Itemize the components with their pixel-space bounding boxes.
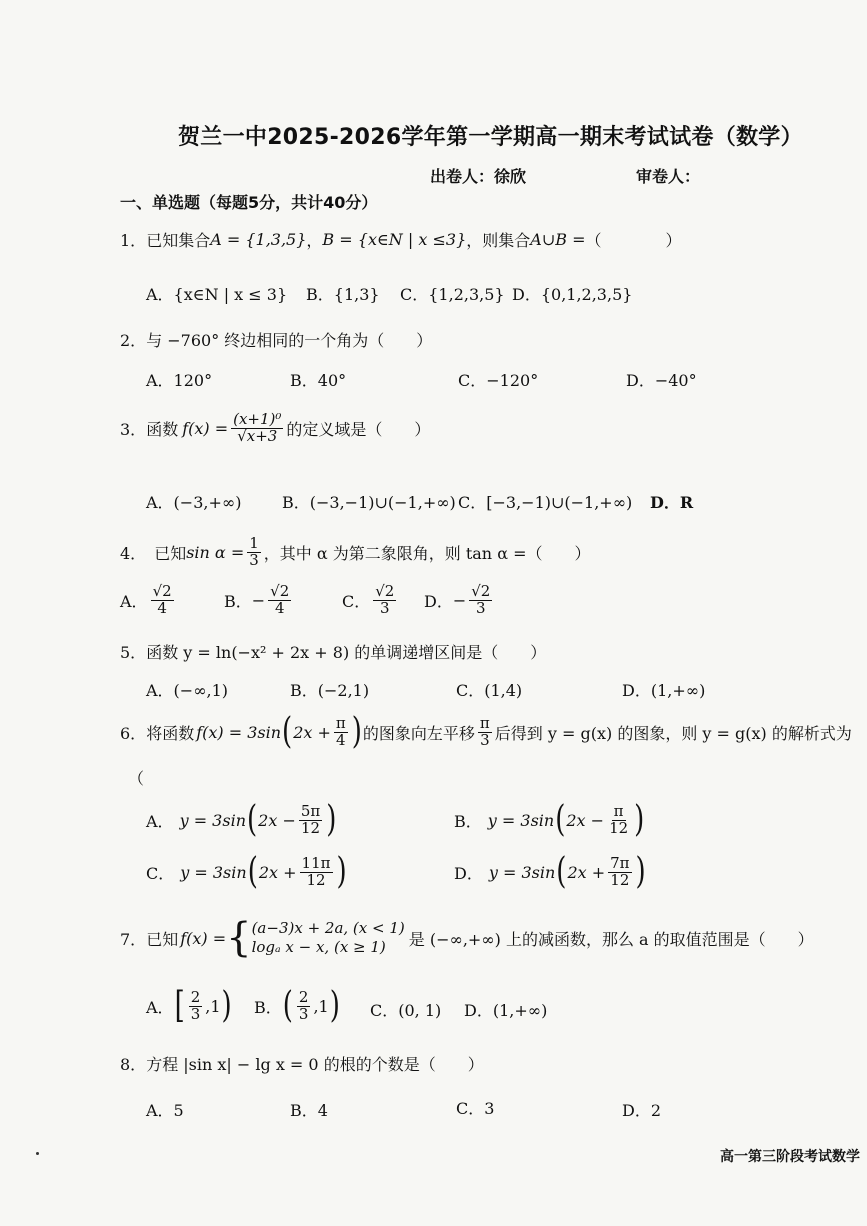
numerator: π	[613, 802, 624, 820]
question-text: 的图象向左平移	[362, 723, 475, 743]
question-6: 6． 将函数 f(x) = 3sin ( 2x + $\frac{\pi}{4}$ ) 的图象向左平移 $\frac{\pi}{3}$ 后得到 y = g(x) 的图象，则 y = g(x) 的解析式为	[120, 711, 852, 754]
fraction	[297, 990, 311, 1023]
denominator: 12	[301, 818, 321, 837]
page-footer: 高一第三阶段考试数学	[720, 1149, 860, 1165]
close-bracket: )	[221, 985, 232, 1028]
question-text: 函数	[146, 419, 179, 439]
option-prefix: y = 3sin	[180, 862, 247, 882]
option-sign: −	[452, 590, 467, 610]
numerator: √2	[152, 582, 172, 600]
option-d: D．R	[650, 493, 694, 512]
option-d: D．(1,+∞)	[464, 1001, 548, 1020]
option-prefix: y = 3sin	[179, 810, 246, 830]
function-expression: f(x) = 3sin	[196, 722, 282, 742]
question-text: ，则集合	[466, 231, 531, 250]
piece-line-1: (a−3)x + 2a, (x < 1)	[251, 918, 405, 937]
option-prefix: y = 3sin	[487, 810, 555, 830]
inner-expression: 2x −	[258, 810, 296, 830]
question-text: 后得到 y = g(x) 的图象，则 y = g(x) 的解析式为	[494, 723, 852, 743]
option-label: C．	[146, 863, 175, 883]
scan-speck	[36, 1152, 39, 1155]
set-a: A = {1,3,5}	[210, 230, 307, 249]
numerator: 2	[190, 988, 201, 1006]
question-number: 2．	[120, 331, 147, 350]
question-text: 的定义域是（ ）	[286, 419, 431, 439]
numerator: π	[335, 714, 346, 732]
question-text: 是 (−∞,+∞) 上的减函数，那么 a 的取值范围是（ ）	[408, 929, 814, 949]
question-number: 4．	[120, 543, 147, 563]
numerator: 1	[249, 534, 259, 552]
fraction	[299, 804, 322, 837]
numerator: 11π	[301, 854, 331, 872]
option-label: A．	[146, 811, 174, 831]
separator: ，	[306, 231, 323, 250]
fraction	[608, 856, 631, 889]
inner-expression: 2x +	[258, 862, 297, 882]
fraction	[189, 990, 203, 1023]
function-name: f(x) =	[180, 928, 227, 948]
question-text: 已知集合	[146, 231, 211, 250]
fraction	[151, 584, 174, 617]
fraction	[607, 804, 630, 837]
fraction	[268, 584, 291, 617]
option-d	[424, 584, 495, 617]
numerator: √2	[375, 582, 395, 600]
option-d: D．{0,1,2,3,5}	[512, 285, 633, 304]
question-number: 7．	[120, 929, 147, 949]
option-b	[254, 985, 341, 1028]
question-text: 函数 y = ln(−x² + 2x + 8) 的单调递增区间是（ ）	[146, 643, 547, 662]
option-c: C．{1,2,3,5}	[400, 285, 505, 304]
question-text: 已知	[154, 543, 187, 563]
fraction	[334, 716, 348, 749]
piece-line-2: logₐ x − x, (x ≥ 1)	[251, 938, 386, 956]
option-c: C．3	[456, 1099, 495, 1118]
question-number: 3．	[120, 419, 147, 439]
numerator: √2	[270, 582, 290, 600]
numerator: π	[479, 714, 490, 732]
reviewer-line: 审卷人：	[636, 167, 701, 186]
question-number: 5．	[120, 643, 147, 662]
open-bracket: [	[174, 985, 185, 1028]
denominator: 4	[336, 730, 346, 749]
question-4	[120, 536, 591, 569]
option-a: A．(−3,+∞)	[146, 493, 242, 512]
question-3	[120, 412, 430, 445]
piecewise-definition: { (a−3)x + 2a, (x < 1) logₐ x − x, (x ≥ 1)	[226, 915, 405, 961]
fraction	[373, 584, 396, 617]
inner-expression: 2x +	[293, 722, 331, 742]
answer-paren: （	[128, 769, 145, 788]
function-name: f(x) =	[182, 418, 229, 438]
option-b	[224, 584, 294, 617]
answer-blank: （ ）	[585, 231, 682, 250]
option-a: A． y = 3sin ( 2x − $\frac{5\pi}{12}$ )	[146, 799, 337, 842]
option-d: D．2	[622, 1101, 662, 1120]
question-text: 将函数	[146, 723, 195, 743]
option-label: C．	[342, 591, 371, 611]
denominator: 3	[249, 550, 259, 569]
fraction	[469, 584, 492, 617]
option-prefix: y = 3sin	[488, 862, 556, 882]
denominator: 3	[476, 598, 486, 617]
fraction	[247, 536, 261, 569]
option-b: B．40°	[290, 371, 347, 390]
sine-expression: sin α =	[186, 542, 245, 562]
option-a	[120, 584, 177, 617]
interval-rest: ,1	[205, 996, 221, 1016]
fraction	[478, 716, 492, 749]
option-label: D．	[454, 863, 483, 883]
option-label: A．	[146, 997, 174, 1017]
question-number: 1．	[120, 231, 147, 250]
close-bracket: )	[329, 985, 340, 1028]
set-b: B = {x∈N | x ≤3}	[322, 230, 467, 249]
denominator: 4	[157, 598, 167, 617]
option-c: C． y = 3sin ( 2x + $\frac{11\pi}{12}$ )	[146, 851, 347, 894]
question-number: 8．	[120, 1055, 147, 1074]
question-7	[120, 915, 814, 961]
option-label: B．	[254, 997, 282, 1017]
fraction	[231, 412, 283, 445]
open-bracket: (	[282, 985, 293, 1028]
question-2	[120, 328, 432, 351]
numerator: √2	[471, 582, 491, 600]
option-c: C．(0, 1)	[370, 1001, 442, 1020]
option-label: A．	[120, 591, 148, 611]
denominator: 3	[380, 598, 390, 617]
question-8	[120, 1052, 484, 1075]
option-label: B．	[224, 591, 252, 611]
expression: A∪B =	[530, 230, 586, 249]
option-c: C．(1,4)	[456, 681, 523, 700]
option-sign: −	[251, 590, 266, 610]
question-5	[120, 640, 546, 663]
option-c: C．−120°	[458, 371, 539, 390]
author-line: 出卷人：徐欣	[430, 167, 527, 186]
option-b: B．(−2,1)	[290, 681, 370, 700]
question-text: 方程 |sin x| − lg x = 0 的根的个数是（ ）	[146, 1055, 484, 1074]
denominator: 12	[306, 870, 326, 889]
option-a: A．{x∈N | x ≤ 3}	[146, 285, 288, 304]
inner-expression: 2x +	[567, 862, 606, 882]
option-d: D．−40°	[626, 371, 697, 390]
option-label: D．	[424, 591, 453, 611]
option-b: B． y = 3sin ( 2x − $\frac{\pi}{12}$ )	[454, 799, 645, 842]
fraction	[300, 856, 333, 889]
numerator: 2	[298, 988, 309, 1006]
question-text: 已知	[146, 929, 179, 949]
interval-rest: ,1	[313, 996, 329, 1016]
numerator: 7π	[610, 854, 630, 872]
denominator: 3	[298, 1004, 309, 1023]
question-number: 6．	[120, 723, 147, 743]
option-b: B．4	[290, 1101, 328, 1120]
question-1	[120, 228, 682, 251]
question-text: ，其中 α 为第二象限角，则 tan α =（ ）	[263, 543, 591, 563]
denominator: √x+3	[237, 426, 278, 445]
option-b: B．{1,3}	[306, 285, 380, 304]
exam-title: 贺兰一中2025-2026学年第一学期高一期末考试试卷（数学）	[178, 125, 803, 150]
denominator: 3	[480, 730, 490, 749]
inner-expression: 2x −	[566, 810, 605, 830]
option-c	[342, 584, 399, 617]
option-label: B．	[454, 811, 482, 831]
option-a	[146, 985, 233, 1028]
denominator: 12	[610, 870, 630, 889]
option-b: B．(−3,−1)∪(−1,+∞)	[282, 493, 456, 512]
option-d: D．(1,+∞)	[622, 681, 706, 700]
option-d: D． y = 3sin ( 2x + $\frac{7\pi}{12}$ )	[454, 851, 646, 894]
numerator: (x+1)⁰	[233, 410, 282, 428]
question-text: 与 −760° 终边相同的一个角为（ ）	[146, 331, 433, 350]
option-a: A．(−∞,1)	[146, 681, 229, 700]
denominator: 12	[609, 818, 629, 837]
denominator: 4	[274, 598, 285, 617]
numerator: 5π	[300, 802, 321, 820]
section-heading: 一、单选题（每题5分，共计40分）	[120, 193, 378, 212]
option-c: C．[−3,−1)∪(−1,+∞)	[458, 493, 633, 512]
option-a: A．120°	[146, 371, 213, 390]
option-a: A．5	[146, 1101, 184, 1120]
denominator: 3	[190, 1004, 201, 1023]
